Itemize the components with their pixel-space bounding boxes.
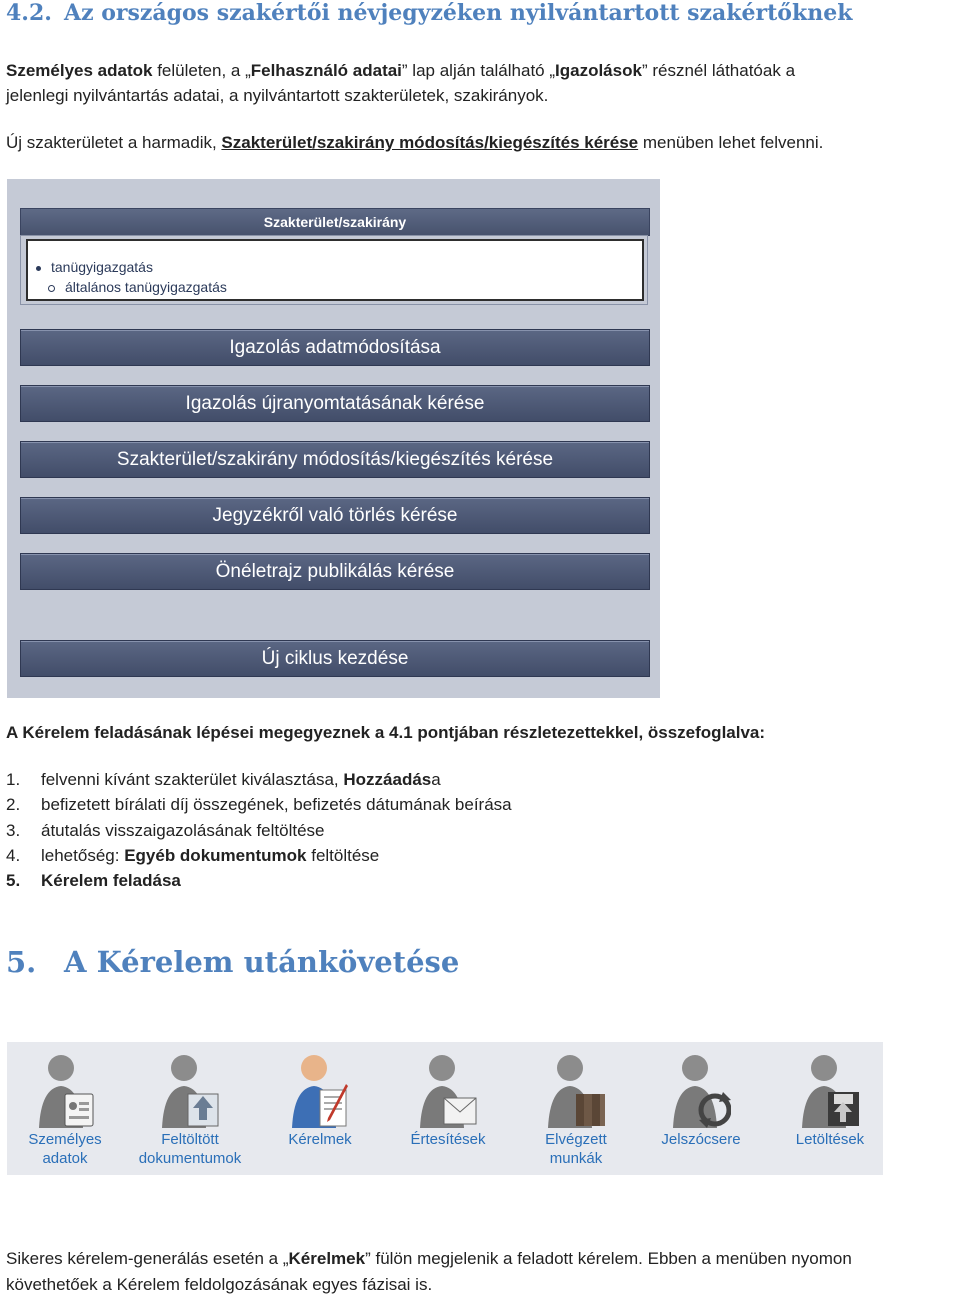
certificate-data-edit-button[interactable]: Igazolás adatmódosítása bbox=[20, 329, 650, 366]
step-number: 4. bbox=[6, 846, 21, 865]
section-title: Az országos szakértői névjegyzéken nyilvántartott szakértőknek bbox=[64, 0, 853, 26]
label-line-1: Letöltések bbox=[795, 1131, 865, 1148]
nav-completed-work[interactable] bbox=[516, 1042, 636, 1175]
footer-line-1 bbox=[6, 1246, 852, 1272]
bullet-icon bbox=[36, 266, 41, 271]
text: befizetett bírálati díj összegének, befizetés dátumának beírása bbox=[41, 795, 512, 814]
intro-line-1 bbox=[6, 59, 795, 83]
nav-label bbox=[770, 1130, 890, 1149]
subspecialty-item bbox=[48, 279, 227, 295]
text: Új szakterületet a harmadik, bbox=[6, 133, 222, 152]
person-pen-icon bbox=[290, 1050, 350, 1130]
text: Sikeres kérelem-generálás esetén a „ bbox=[6, 1249, 289, 1268]
section-number: 5. bbox=[6, 945, 37, 979]
footer-paragraph bbox=[6, 1246, 852, 1298]
step-number: 1. bbox=[6, 770, 21, 789]
specialty-modify-request-button[interactable]: Szakterület/szakirány módosítás/kiegészítés kérése bbox=[20, 441, 650, 478]
menu-reference-link: Szakterület/szakirány módosítás/kiegészítés kérése bbox=[221, 133, 639, 152]
bold-personal-data: Személyes adatok bbox=[6, 61, 153, 80]
bold-certificates: Igazolások bbox=[555, 61, 642, 80]
specialty-header: Szakterület/szakirány bbox=[20, 208, 650, 236]
step-number: 3. bbox=[6, 821, 21, 840]
step-4 bbox=[6, 846, 380, 866]
specialty-item bbox=[36, 259, 153, 275]
section-heading-5 bbox=[6, 945, 459, 979]
cv-publish-request-button[interactable]: Önéletrajz publikálás kérése bbox=[20, 553, 650, 590]
navigation-icon-bar bbox=[7, 1042, 883, 1175]
label-line-1: Értesítések bbox=[410, 1131, 486, 1148]
text: feltöltése bbox=[306, 846, 380, 865]
bold-user-data: Felhasználó adatai bbox=[250, 61, 402, 80]
label-line-1: Elvégzett bbox=[545, 1131, 607, 1148]
footer-line-2: követhetőek a Kérelem feldolgozásának egyes fázisai is. bbox=[6, 1275, 433, 1294]
label-line-2: adatok bbox=[42, 1150, 88, 1167]
section-title: A Kérelem utánkövetése bbox=[64, 945, 460, 979]
label-line-2: dokumentumok bbox=[138, 1150, 242, 1167]
text: a bbox=[431, 770, 441, 789]
nav-label bbox=[5, 1130, 125, 1168]
nav-notifications[interactable] bbox=[388, 1042, 508, 1175]
nav-password-change[interactable] bbox=[641, 1042, 761, 1175]
bold-add: Hozzáadás bbox=[343, 770, 432, 789]
nav-personal-data[interactable] bbox=[5, 1042, 125, 1175]
person-upload-icon bbox=[160, 1050, 220, 1130]
step-3 bbox=[6, 821, 325, 841]
certificate-menu-screenshot bbox=[7, 179, 660, 698]
text: ” lap alján található „ bbox=[401, 61, 556, 80]
certificate-reprint-request-button[interactable]: Igazolás újranyomtatásának kérése bbox=[20, 385, 650, 422]
step-number: 5. bbox=[6, 871, 21, 890]
person-refresh-icon bbox=[671, 1050, 731, 1130]
label-line-1: Feltöltött bbox=[161, 1131, 219, 1148]
text: átutalás visszaigazolásának feltöltése bbox=[41, 821, 325, 840]
intro-line-2: jelenlegi nyilvántartás adatai, a nyilvántartott szakterületek, szakirányok. bbox=[6, 86, 549, 105]
nav-label bbox=[641, 1130, 761, 1149]
bold-requests: Kérelmek bbox=[288, 1249, 366, 1268]
subspecialty-item-label: általános tanügyigazgatás bbox=[65, 279, 227, 295]
step-1 bbox=[6, 770, 441, 790]
person-id-card-icon bbox=[35, 1050, 95, 1130]
text: felvenni kívánt szakterület kiválasztása, bbox=[41, 770, 344, 789]
nav-label bbox=[516, 1130, 636, 1168]
nav-requests[interactable] bbox=[260, 1042, 380, 1175]
label-line-2: munkák bbox=[549, 1150, 603, 1167]
label-line-1: Személyes bbox=[28, 1131, 102, 1148]
person-floppy-download-icon bbox=[800, 1050, 860, 1130]
intro-line-3 bbox=[6, 131, 823, 155]
circle-bullet-icon bbox=[48, 285, 55, 292]
specialty-item-label: tanügyigazgatás bbox=[51, 259, 153, 275]
registry-deletion-request-button[interactable]: Jegyzékről való törlés kérése bbox=[20, 497, 650, 534]
label-line-1: Kérelmek bbox=[288, 1131, 352, 1148]
step-5 bbox=[6, 871, 181, 891]
steps-title: A Kérelem feladásának lépései megegyeznek a 4.1 pontjában részletezettekkel, összefoglalva: bbox=[6, 723, 766, 742]
text: ” résznél láthatóak a bbox=[641, 61, 796, 80]
specialty-list bbox=[26, 239, 644, 301]
nav-label bbox=[260, 1130, 380, 1149]
section-number: 4.2. bbox=[6, 0, 52, 26]
text: menüben lehet felvenni. bbox=[638, 133, 824, 152]
nav-label bbox=[130, 1130, 250, 1168]
bold-other-documents: Egyéb dokumentumok bbox=[124, 846, 307, 865]
text: ” fülön megjelenik a feladott kérelem. Ebben a menüben nyomon bbox=[365, 1249, 852, 1268]
nav-uploaded-documents[interactable] bbox=[130, 1042, 250, 1175]
step-number: 2. bbox=[6, 795, 21, 814]
nav-downloads[interactable] bbox=[770, 1042, 890, 1175]
text: Kérelem feladása bbox=[41, 871, 181, 890]
section-heading-4-2 bbox=[6, 0, 852, 26]
text: felületen, a „ bbox=[152, 61, 251, 80]
text: lehetőség: bbox=[41, 846, 125, 865]
person-books-icon bbox=[546, 1050, 606, 1130]
step-2 bbox=[6, 795, 512, 815]
person-envelope-icon bbox=[418, 1050, 478, 1130]
label-line-1: Jelszócsere bbox=[661, 1131, 741, 1148]
new-cycle-start-button[interactable]: Új ciklus kezdése bbox=[20, 640, 650, 677]
nav-label bbox=[388, 1130, 508, 1149]
